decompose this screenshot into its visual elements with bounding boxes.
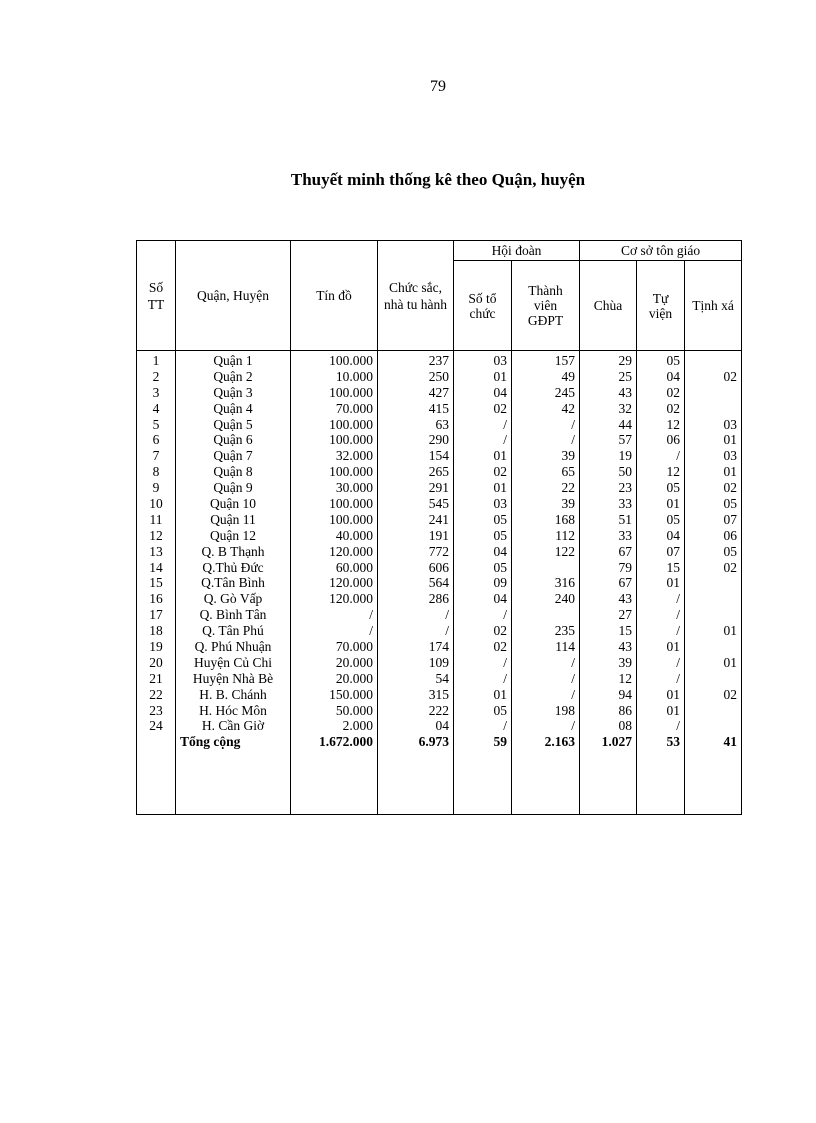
table-cell: 01 xyxy=(493,686,507,702)
table-cell: 04 xyxy=(493,384,507,400)
table-cell: / xyxy=(445,623,449,639)
table-cell: 07 xyxy=(723,511,738,527)
table-cell: 04 xyxy=(666,368,680,384)
table-cell: / xyxy=(369,607,373,623)
table-cell: 415 xyxy=(428,400,449,416)
table-cell: 240 xyxy=(554,591,575,607)
table-cell: 22 xyxy=(149,686,163,702)
table-cell: 23 xyxy=(149,702,163,718)
table-cell: 100.000 xyxy=(329,496,373,512)
table-cell xyxy=(689,607,737,623)
col-gdpt-members xyxy=(512,351,580,812)
table-cell: H. Hóc Môn xyxy=(199,702,267,718)
table-cell: 18 xyxy=(149,623,163,639)
header-org-count: Số tổ chức xyxy=(454,261,512,351)
table-cell: 03 xyxy=(723,448,738,464)
table-cell: 04 xyxy=(493,543,507,559)
table-cell: 01 xyxy=(723,464,738,480)
table-cell: 20.000 xyxy=(335,654,373,670)
table-cell: 39 xyxy=(561,448,575,464)
table-cell: 04 xyxy=(666,527,680,543)
table-cell: 11 xyxy=(149,511,163,527)
table-cell: 05 xyxy=(493,527,507,543)
table-cell: / xyxy=(676,718,680,734)
table-cell: 33 xyxy=(618,527,632,543)
table-cell: 43 xyxy=(618,384,632,400)
table-cell: 05 xyxy=(493,702,507,718)
table-cell: 15 xyxy=(618,623,632,639)
table-cell: 02 xyxy=(493,400,507,416)
table-cell: 07 xyxy=(666,543,680,559)
table-cell: 60.000 xyxy=(335,559,373,575)
table-cell: 6 xyxy=(152,432,160,448)
table-cell: 3 xyxy=(152,384,160,400)
table-cell: 02 xyxy=(666,384,680,400)
table-cell: 05 xyxy=(493,511,507,527)
header-stt: Số TT xyxy=(137,241,176,351)
table-cell: Huyện Củ Chi xyxy=(193,654,272,670)
table-cell: 772 xyxy=(428,543,449,559)
table-cell: 49 xyxy=(561,368,575,384)
table-cell: 7 xyxy=(152,448,160,464)
table-cell: 10 xyxy=(149,496,163,512)
table-cell: 40.000 xyxy=(335,527,373,543)
table-cell: 30.000 xyxy=(335,480,373,496)
table-cell: 237 xyxy=(428,353,449,368)
table-cell: Quận 2 xyxy=(213,368,253,384)
table-cell: 39 xyxy=(618,654,632,670)
table-cell: 05 xyxy=(666,480,680,496)
table-header xyxy=(137,241,742,351)
table-cell: 150.000 xyxy=(329,686,373,702)
table-cell: 50 xyxy=(618,464,632,480)
col-clergy xyxy=(378,351,454,812)
table-cell: 50.000 xyxy=(335,702,373,718)
table-cell: H. B. Chánh xyxy=(199,686,267,702)
table-cell: / xyxy=(571,670,575,686)
table-cell: 94 xyxy=(618,686,632,702)
table-cell: 23 xyxy=(618,480,632,496)
col-stt xyxy=(137,351,176,812)
table-cell: 2.000 xyxy=(342,718,373,734)
table-cell: 316 xyxy=(554,575,575,591)
table-cell: 235 xyxy=(554,623,575,639)
table-cell: 42 xyxy=(561,400,575,416)
table-cell: 122 xyxy=(554,543,575,559)
table-cell xyxy=(689,703,737,719)
table-cell: / xyxy=(571,432,575,448)
table-cell: Quận 10 xyxy=(209,496,257,512)
col-pagoda xyxy=(580,351,637,812)
table-cell: Quận 3 xyxy=(213,384,253,400)
table-cell xyxy=(689,401,737,417)
table-cell: Quận 7 xyxy=(213,448,253,464)
table-cell: 168 xyxy=(554,511,575,527)
col-monastery xyxy=(637,351,685,812)
table-cell: Quận 12 xyxy=(209,527,257,543)
table-cell: 15 xyxy=(666,559,680,575)
table-cell: 100.000 xyxy=(329,416,373,432)
table-cell: / xyxy=(676,591,680,607)
table-cell: 154 xyxy=(428,448,449,464)
table-cell: 19 xyxy=(149,639,163,655)
table-cell xyxy=(516,560,575,576)
table-cell: 12 xyxy=(618,670,632,686)
table-cell: 2 xyxy=(152,368,160,384)
table-cell: 21 xyxy=(149,670,163,686)
header-tinh-xa: Tịnh xá xyxy=(685,261,742,351)
table-cell: 33 xyxy=(618,496,632,512)
table-cell: 08 xyxy=(618,718,632,734)
table-cell: 20 xyxy=(149,654,163,670)
table-cell: 22 xyxy=(561,480,575,496)
table-cell: Q.Thủ Đức xyxy=(202,559,264,575)
table-cell: 01 xyxy=(666,639,680,655)
table-cell: Q. Tân Phú xyxy=(202,623,264,639)
table-cell: 01 xyxy=(723,623,738,639)
col-tinh-xa xyxy=(685,351,742,812)
table-cell: 427 xyxy=(428,384,449,400)
table-cell: 02 xyxy=(723,368,738,384)
table-cell: 120.000 xyxy=(329,543,373,559)
table-cell: / xyxy=(445,607,449,623)
table-cell: 4 xyxy=(152,400,160,416)
table-cell: 63 xyxy=(435,416,449,432)
table-cell xyxy=(516,607,575,623)
table-cell: 290 xyxy=(428,432,449,448)
table-cell: 02 xyxy=(493,623,507,639)
table-cell: 114 xyxy=(555,639,575,655)
total-cell xyxy=(141,734,171,750)
table-cell: 04 xyxy=(435,718,449,734)
table-cell xyxy=(689,385,737,401)
table-cell: 564 xyxy=(428,575,449,591)
table-cell: 12 xyxy=(666,416,680,432)
table-cell: 112 xyxy=(555,527,575,543)
table-cell: 157 xyxy=(554,353,575,368)
table-cell xyxy=(689,575,737,591)
table-cell: 02 xyxy=(723,559,738,575)
table-cell: Quận 6 xyxy=(213,432,253,448)
table-cell: Q. B Thạnh xyxy=(201,543,265,559)
table-cell: 05 xyxy=(723,496,738,512)
table-cell: 100.000 xyxy=(329,432,373,448)
table-cell: 04 xyxy=(493,591,507,607)
header-gdpt-members: Thành viên GĐPT xyxy=(512,261,580,351)
table-cell: / xyxy=(503,718,507,734)
table-cell: 29 xyxy=(618,353,632,368)
table-cell: 67 xyxy=(618,575,632,591)
table-cell: 265 xyxy=(428,464,449,480)
table-cell: 12 xyxy=(666,464,680,480)
total-cell: 59 xyxy=(493,734,507,750)
table-cell: 120.000 xyxy=(329,575,373,591)
table-cell: 01 xyxy=(493,448,507,464)
table-cell: 291 xyxy=(428,480,449,496)
header-group-hoi-doan: Hội đoàn xyxy=(454,241,580,261)
table-cell: Quận 5 xyxy=(213,416,253,432)
table-cell: / xyxy=(571,416,575,432)
table-cell: Quận 9 xyxy=(213,480,253,496)
table-cell: / xyxy=(503,432,507,448)
table-cell: 01 xyxy=(493,480,507,496)
col-district xyxy=(176,351,291,812)
table-cell: / xyxy=(676,654,680,670)
table-cell xyxy=(689,591,737,607)
table-cell: 245 xyxy=(554,384,575,400)
table-cell: 100.000 xyxy=(329,384,373,400)
table-cell: 05 xyxy=(493,559,507,575)
table-cell: 5 xyxy=(152,416,160,432)
table-cell: 01 xyxy=(666,575,680,591)
table-cell: 79 xyxy=(618,559,632,575)
table-cell: / xyxy=(503,654,507,670)
table-cell: 109 xyxy=(428,654,449,670)
table-cell: 02 xyxy=(493,464,507,480)
table-cell: 02 xyxy=(493,639,507,655)
table-cell: 02 xyxy=(666,400,680,416)
table-cell: 01 xyxy=(493,368,507,384)
table-cell: 03 xyxy=(493,353,507,368)
table-cell: 65 xyxy=(561,464,575,480)
table-cell: 03 xyxy=(723,416,738,432)
table-cell: 174 xyxy=(428,639,449,655)
col-org-count xyxy=(454,351,512,812)
table-cell xyxy=(689,671,737,687)
table-cell: 44 xyxy=(618,416,632,432)
table-cell: / xyxy=(503,416,507,432)
table-cell: Quận 11 xyxy=(210,511,256,527)
table-cell: Q. Phú Nhuận xyxy=(194,639,272,655)
table-cell: 32.000 xyxy=(335,448,373,464)
header-district: Quận, Huyện xyxy=(176,241,291,351)
table-cell: 70.000 xyxy=(335,639,373,655)
header-clergy: Chức sắc, nhà tu hành xyxy=(378,241,454,351)
table-cell: / xyxy=(571,718,575,734)
table-body xyxy=(137,351,742,815)
table-cell: H. Cần Giờ xyxy=(201,718,265,734)
total-cell: Tổng cộng xyxy=(180,734,241,750)
table-cell: / xyxy=(503,670,507,686)
table-cell: / xyxy=(676,448,680,464)
table-cell: / xyxy=(571,686,575,702)
total-cell: 1.672.000 xyxy=(319,734,373,750)
table-cell: / xyxy=(369,623,373,639)
table-cell: 02 xyxy=(723,686,738,702)
table-cell: 12 xyxy=(149,527,163,543)
table-cell: 100.000 xyxy=(329,511,373,527)
table-cell: / xyxy=(676,607,680,623)
table-cell: 17 xyxy=(149,607,163,623)
table-cell: 20.000 xyxy=(335,670,373,686)
table-cell: 67 xyxy=(618,543,632,559)
table-cell: 25 xyxy=(618,368,632,384)
table-cell: 02 xyxy=(723,480,738,496)
total-cell: 1.027 xyxy=(601,734,632,750)
table-cell: 222 xyxy=(428,702,449,718)
total-cell: 53 xyxy=(666,734,680,750)
table-cell: 120.000 xyxy=(329,591,373,607)
table-cell xyxy=(689,639,737,655)
statistics-table xyxy=(136,240,742,815)
header-monastery: Tự viện xyxy=(637,261,685,351)
table-cell: 01 xyxy=(666,702,680,718)
table-cell: 54 xyxy=(435,670,449,686)
table-cell: Q. Bình Tân xyxy=(199,607,267,623)
table-cell: 198 xyxy=(554,702,575,718)
table-cell: 06 xyxy=(666,432,680,448)
table-cell: / xyxy=(571,654,575,670)
table-cell: 13 xyxy=(149,543,163,559)
table-cell: 191 xyxy=(428,527,449,543)
table-cell: 05 xyxy=(666,353,680,368)
table-cell: 241 xyxy=(428,511,449,527)
table-cell: Huyện Nhà Bè xyxy=(192,670,274,686)
table-cell: 14 xyxy=(149,559,163,575)
table-cell: 09 xyxy=(493,575,507,591)
table-cell: 51 xyxy=(618,511,632,527)
table-cell: 24 xyxy=(149,718,163,734)
table-cell: 27 xyxy=(618,607,632,623)
table-cell: 39 xyxy=(561,496,575,512)
table-cell: Q.Tân Bình xyxy=(201,575,265,591)
table-cell: 15 xyxy=(149,575,163,591)
table-cell: 05 xyxy=(723,543,738,559)
table-cell: / xyxy=(676,670,680,686)
table-cell: 16 xyxy=(149,591,163,607)
page-number: 79 xyxy=(430,78,446,95)
total-cell: 2.163 xyxy=(544,734,575,750)
table-cell: 8 xyxy=(152,464,160,480)
table-cell: 286 xyxy=(428,591,449,607)
table-cell: 10.000 xyxy=(335,368,373,384)
table-cell: Quận 1 xyxy=(213,353,253,368)
table-cell: Quận 4 xyxy=(213,400,253,416)
table-cell: / xyxy=(676,623,680,639)
total-cell: 41 xyxy=(723,734,738,750)
table-cell: 545 xyxy=(428,496,449,512)
table-cell: 1 xyxy=(152,353,160,368)
table-cell: 43 xyxy=(618,591,632,607)
table-cell: 01 xyxy=(723,432,738,448)
table-cell: 70.000 xyxy=(335,400,373,416)
table-cell xyxy=(689,718,737,734)
table-cell: 05 xyxy=(666,511,680,527)
table-cell: 100.000 xyxy=(329,353,373,368)
col-followers xyxy=(291,351,378,812)
table-cell: 606 xyxy=(428,559,449,575)
table-filler-row xyxy=(137,812,742,815)
table-cell: 315 xyxy=(428,686,449,702)
table-cell: 57 xyxy=(618,432,632,448)
table-cell: Quận 8 xyxy=(213,464,253,480)
data-block xyxy=(137,351,742,812)
table-cell: 01 xyxy=(666,686,680,702)
total-cell: 6.973 xyxy=(418,734,449,750)
table-cell: 06 xyxy=(723,527,738,543)
header-group-co-so: Cơ sở tôn giáo xyxy=(580,241,742,261)
header-followers: Tín đồ xyxy=(291,241,378,351)
table-cell: 250 xyxy=(428,368,449,384)
table-cell: 19 xyxy=(618,448,632,464)
table-cell: 01 xyxy=(666,496,680,512)
table-cell: 01 xyxy=(723,654,738,670)
page-title: Thuyết minh thống kê theo Quận, huyện xyxy=(290,170,586,189)
header-pagoda: Chùa xyxy=(580,261,637,351)
table-cell: 86 xyxy=(618,702,632,718)
table-cell: / xyxy=(503,607,507,623)
table-cell: 43 xyxy=(618,639,632,655)
table-cell: 03 xyxy=(493,496,507,512)
table-cell: 32 xyxy=(618,400,632,416)
table-cell: 9 xyxy=(152,480,160,496)
table-cell: Q. Gò Vấp xyxy=(203,591,263,607)
table-cell xyxy=(689,353,737,369)
table-cell: 100.000 xyxy=(329,464,373,480)
